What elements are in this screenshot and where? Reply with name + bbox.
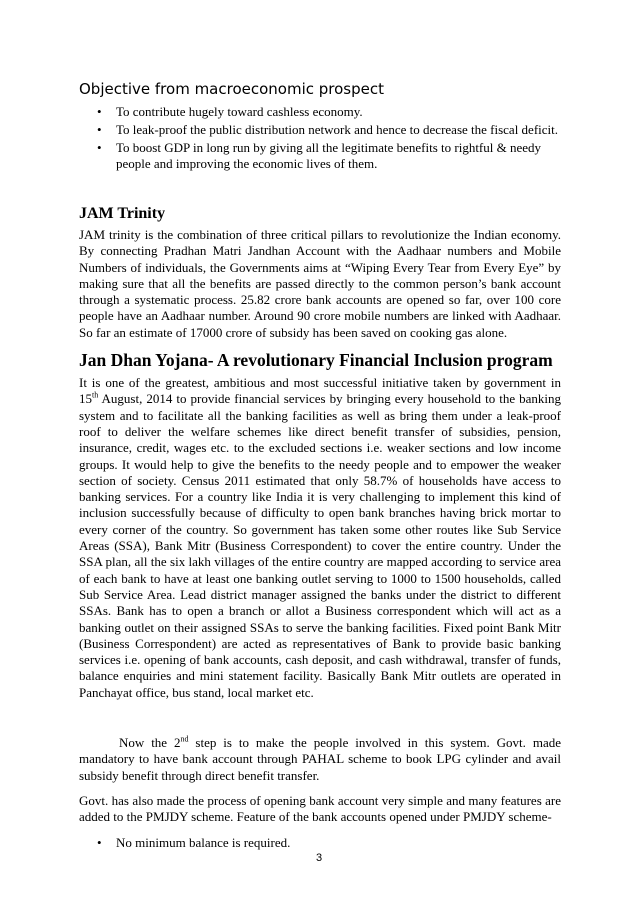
features-list: [79, 835, 561, 851]
list-item: • To leak-proof the public distribution network and hence to decrease the fiscal deficit.: [79, 122, 561, 138]
pmjdy-paragraph: Govt. has also made the process of opening bank account very simple and many features are added to the PMJDY scheme. Feature of the bank accounts opened under PMJDY scheme-: [79, 792, 561, 825]
superscript: nd: [180, 734, 189, 744]
page-number: 3: [315, 852, 323, 864]
list-item: • To contribute hugely toward cashless economy.: [79, 104, 561, 120]
jandhan-text-rest: August, 2014 to provide financial services by bringing every household to the banking system and to facilitate all the banking facilities as well as bring them under a leak-proof roof to deliver the welfare schemes like direct benefit transfer of subsidies, pension, insurance, credit, wages etc. to the excluded sections i.e. weaker sections and low income groups. It would help to give the benefits to the needy people and to empower the weaker section of society. Census 2011 estimated that only 58.7% of households have access to banking services. For a country like India it is very challenging to implement this kind of inclusion successfully because of difficulty to open bank branches having brick mortar to every corner of the country. So government has taken some other routes like Sub Service Areas (SSA), Bank Mitr (Business Correspondent) to cover the entire country. Under the SSA plan, all the six lakh villages of the entire country are mapped according to service area of each bank to have at least one banking outlet serving to 1000 to 1500 households, called Sub Service Area. Lead district manager assigned the banks under the district to different SSAs. Bank has to open a branch or allot a Business correspondent which will act as a banking outlet on their assigned SSAs to serve the banking facilities. Fixed point Bank Mitr (Business Correspondent) are acted as representatives of Bank to provide basic banking services i.e. opening of bank accounts, cash deposit, and cash withdrawal, transfer of funds, balance enquiries and mini statement facility. Basically Bank Mitr outlets are operated in Panchayat office, bus stand, local market etc.: [79, 391, 561, 700]
list-item: • No minimum balance is required.: [79, 835, 561, 851]
jandhan-text-start: It is one of the greatest, ambitious and most successful initiative taken by government in 15: [79, 375, 561, 407]
jam-heading: JAM Trinity: [79, 205, 166, 222]
jam-paragraph: JAM trinity is the combination of three critical pillars to revolutionize the Indian economy. By connecting Pradhan Matri Jandhan Account with the Aadhaar numbers and Mobile Numbers of individuals, the Governments aims at “Wiping Every Tear from Every Eye” by making sure that all the benefits are passed directly to the common person’s bank account through a systematic process. 25.82 crore bank accounts are opened so far, over 100 core people have an Aadhaar number. Around 90 crore mobile numbers are linked with Aadhaar. So far an estimate of 17000 crore of subsidy has been saved on cooking gas alone.: [79, 227, 561, 340]
objective-list: [79, 104, 561, 172]
jandhan-heading: Jan Dhan Yojana- A revolutionary Financial Inclusion program: [79, 350, 553, 371]
jandhan-paragraph: [79, 375, 561, 701]
superscript: th: [92, 391, 99, 401]
list-item: • To boost GDP in long run by giving all the legitimate benefits to rightful & needy people and improving the economic lives of them.: [79, 140, 561, 172]
page-content: [79, 80, 561, 853]
objective-heading: Objective from macroeconomic prospect: [79, 80, 384, 98]
second-step-paragraph: [79, 735, 561, 784]
second-text-rest: step is to make the people involved in this system. Govt. made mandatory to have bank account through PAHAL scheme to book LPG cylinder and avail subsidy benefit through direct benefit transfer.: [79, 735, 561, 783]
second-text-start: Now the 2: [119, 735, 181, 751]
